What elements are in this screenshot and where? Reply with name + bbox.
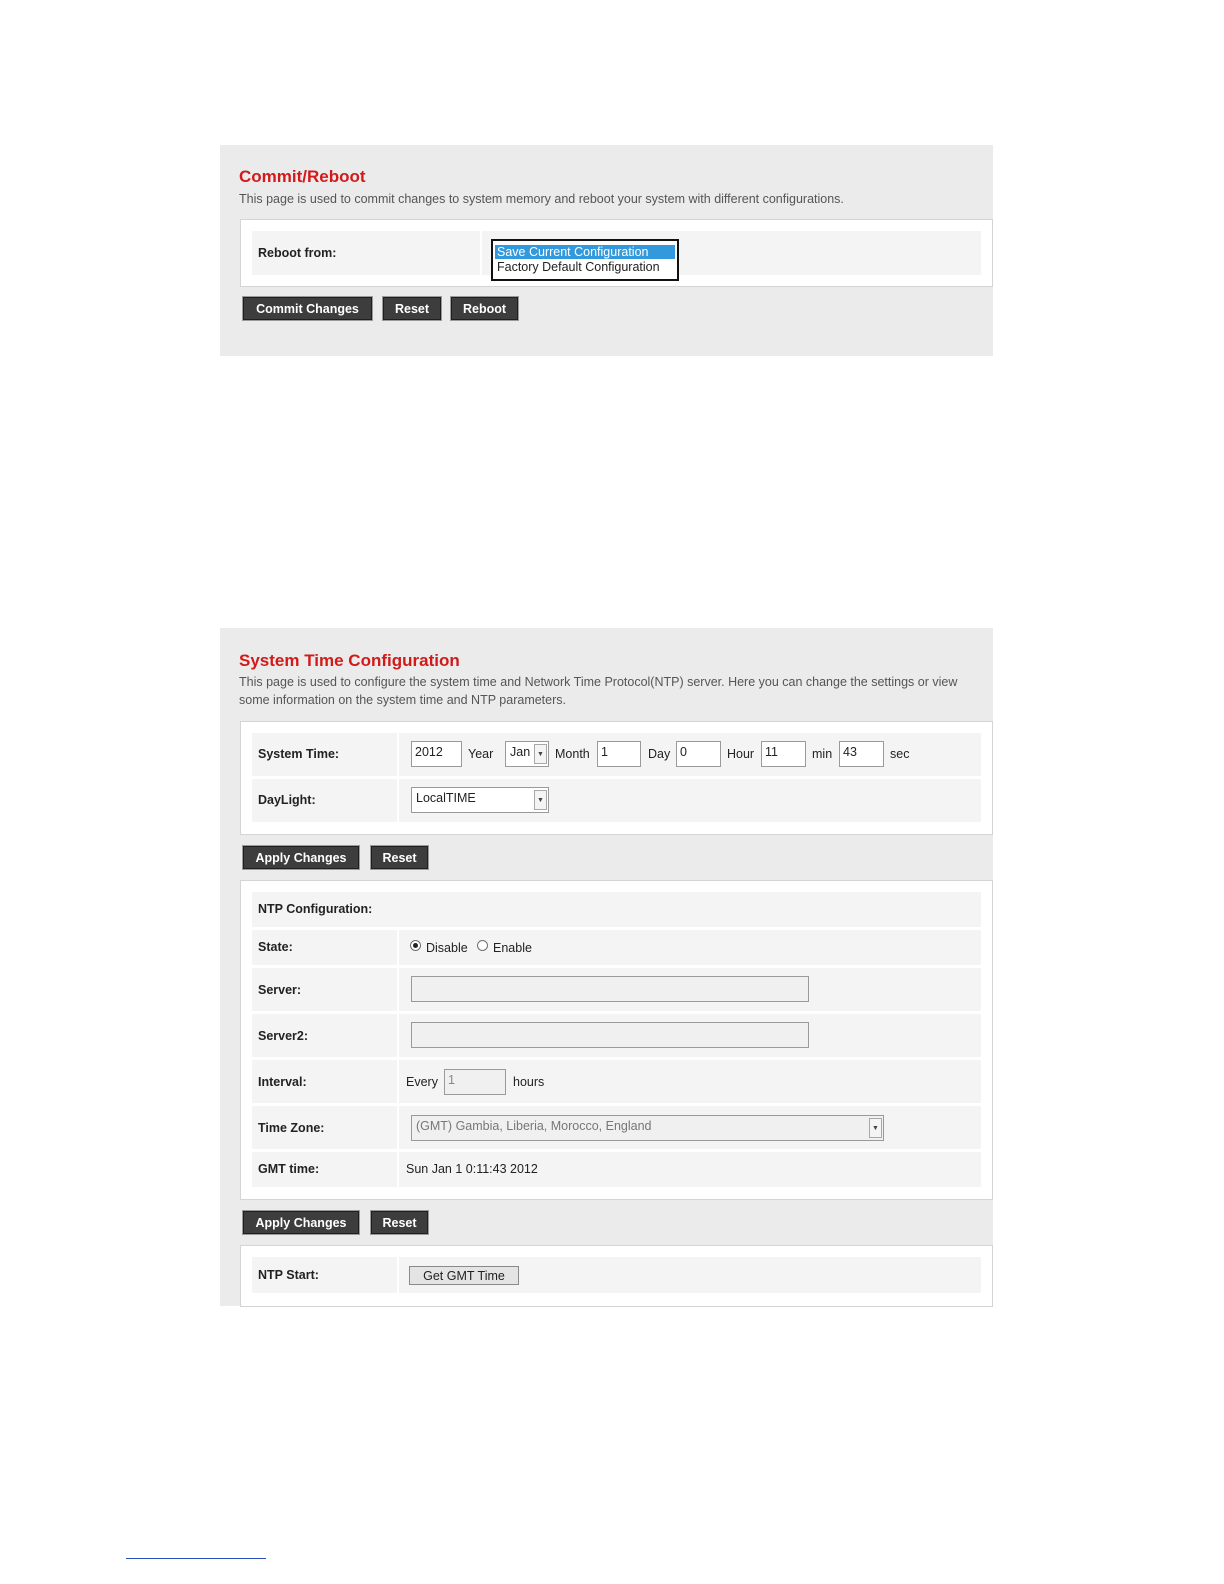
reboot-button[interactable]: Reboot: [451, 297, 518, 320]
option-save-current-configuration[interactable]: Save Current Configuration: [495, 245, 675, 259]
row-divider: [397, 733, 399, 776]
reboot-config-box: [240, 219, 993, 287]
interval-label: Interval:: [258, 1075, 307, 1089]
interval-suffix: hours: [513, 1075, 545, 1089]
daylight-row: [252, 779, 981, 822]
row-divider: [397, 1106, 399, 1149]
day-unit-label: Day: [648, 747, 671, 761]
get-gmt-time-button[interactable]: Get GMT Time: [409, 1266, 519, 1285]
commit-changes-button[interactable]: Commit Changes: [243, 297, 372, 320]
gmt-time-label: GMT time:: [258, 1162, 320, 1176]
row-divider: [397, 930, 399, 965]
sec-unit-label: sec: [890, 747, 910, 761]
apply-changes-button[interactable]: Apply Changes: [243, 1211, 359, 1234]
row-divider: [397, 1060, 399, 1103]
daylight-select[interactable]: [411, 787, 549, 813]
reset-button[interactable]: Reset: [371, 1211, 428, 1234]
row-divider: [397, 1014, 399, 1057]
interval-prefix: Every: [406, 1075, 438, 1089]
year-input[interactable]: 2012: [411, 741, 462, 767]
ntp-interval-row: [252, 1060, 981, 1103]
apply-changes-button[interactable]: Apply Changes: [243, 846, 359, 869]
system-time-box: [240, 721, 993, 835]
time-zone-select-value: (GMT) Gambia, Liberia, Morocco, England: [416, 1119, 652, 1133]
ntp-start-label: NTP Start:: [258, 1268, 319, 1282]
page-title: System Time Configuration: [239, 651, 460, 670]
month-unit-label: Month: [555, 747, 590, 761]
server-label: Server:: [258, 983, 302, 997]
reset-button[interactable]: Reset: [371, 846, 428, 869]
page-description-line-2: some information on the system time and NTP parameters.: [239, 693, 566, 707]
reboot-from-listbox[interactable]: [491, 239, 679, 281]
daylight-label: DayLight:: [258, 793, 316, 807]
ntp-start-row: [252, 1257, 981, 1293]
state-disable-radio[interactable]: [410, 940, 421, 951]
ntp-configuration-label: NTP Configuration:: [258, 902, 373, 916]
ntp-section-row: [252, 892, 981, 927]
time-zone-label: Time Zone:: [258, 1121, 325, 1135]
system-time-label: System Time:: [258, 747, 340, 761]
month-select-value: Jan: [510, 745, 531, 759]
chevron-down-icon: ▼: [534, 744, 547, 764]
server2-label: Server2:: [258, 1029, 309, 1043]
state-label: State:: [258, 940, 293, 954]
row-divider: [397, 779, 399, 822]
row-divider: [397, 1257, 399, 1293]
server-input[interactable]: [411, 976, 809, 1002]
page-description: [239, 673, 957, 709]
state-disable-label: Disable: [426, 941, 468, 955]
ntp-server-row: [252, 968, 981, 1011]
system-time-row: [252, 733, 981, 776]
footnote-divider: [126, 1558, 266, 1559]
state-enable-radio[interactable]: [477, 940, 488, 951]
daylight-select-value: LocalTIME: [416, 791, 476, 805]
ntp-gmt-row: [252, 1152, 981, 1187]
time-zone-select[interactable]: [411, 1115, 884, 1141]
ntp-timezone-row: [252, 1106, 981, 1149]
min-input[interactable]: 11: [761, 741, 806, 767]
chevron-down-icon: ▼: [534, 790, 547, 810]
row-divider: [397, 1152, 399, 1187]
ntp-state-row: [252, 930, 981, 965]
interval-input[interactable]: 1: [444, 1069, 506, 1095]
commit-reboot-panel: [220, 145, 993, 356]
sec-input[interactable]: 43: [839, 741, 884, 767]
ntp-config-box: [240, 880, 993, 1200]
day-input[interactable]: 1: [597, 741, 641, 767]
month-select[interactable]: [505, 741, 549, 767]
page-description-line-1: This page is used to configure the system time and Network Time Protocol(NTP) server. Here you can change the settings or view: [239, 675, 958, 689]
ntp-start-box: [240, 1245, 993, 1307]
ntp-server2-row: [252, 1014, 981, 1057]
server2-input[interactable]: [411, 1022, 809, 1048]
page-description: This page is used to commit changes to system memory and reboot your system with different configurations.: [239, 192, 844, 206]
year-unit-label: Year: [468, 747, 494, 761]
hour-input[interactable]: 0: [676, 741, 721, 767]
system-time-panel: [220, 628, 993, 1306]
row-divider: [480, 231, 482, 275]
min-unit-label: min: [812, 747, 833, 761]
hour-unit-label: Hour: [727, 747, 755, 761]
option-factory-default-configuration[interactable]: Factory Default Configuration: [497, 260, 660, 274]
state-enable-label: Enable: [493, 941, 532, 955]
chevron-down-icon: ▼: [869, 1118, 882, 1138]
reboot-from-label: Reboot from:: [258, 246, 337, 260]
gmt-time-value: Sun Jan 1 0:11:43 2012: [406, 1162, 538, 1176]
page-title: Commit/Reboot: [239, 167, 366, 186]
reboot-from-row: [252, 231, 981, 275]
reset-button[interactable]: Reset: [383, 297, 441, 320]
row-divider: [397, 968, 399, 1011]
